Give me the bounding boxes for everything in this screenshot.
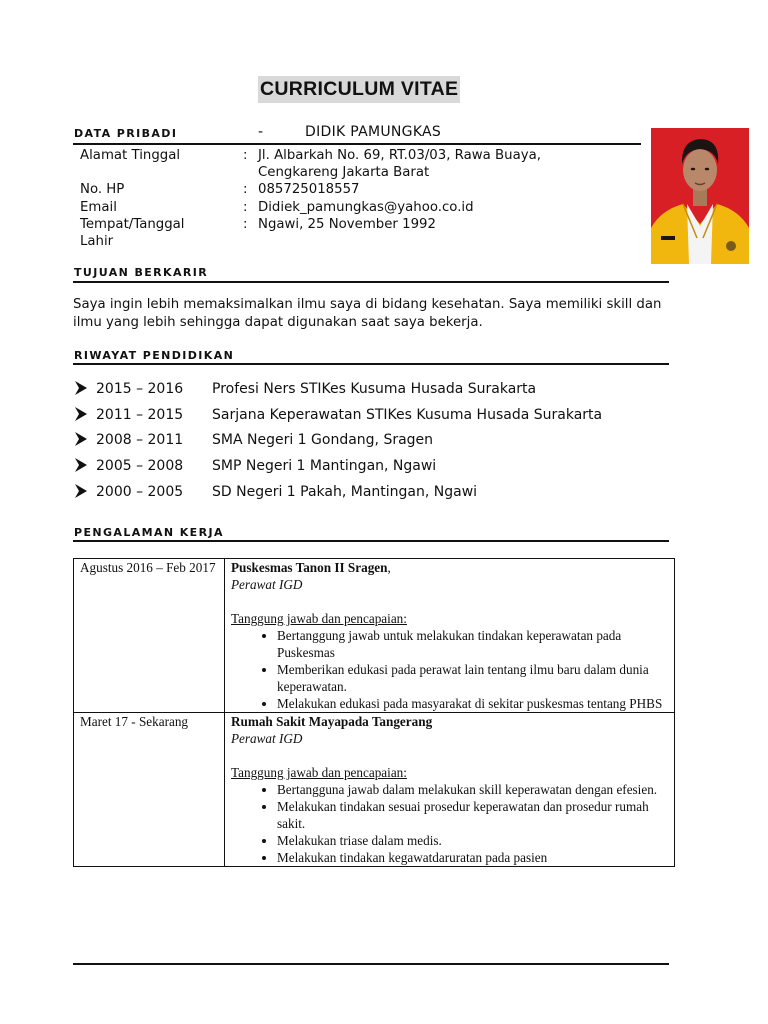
duty-list [231, 627, 668, 712]
education-years: 2015 – 2016 [96, 381, 184, 397]
table-row [74, 559, 675, 713]
list-item: • Melakukan tindakan sesuai prosedur keperawatan dan prosedur rumah sakit. [277, 798, 668, 832]
education-school: Sarjana Keperawatan STIKes Kusuma Husada Surakarta [212, 406, 603, 423]
job-organization: Rumah Sakit Mayapada Tangerang [231, 714, 433, 729]
address-label: Alamat Tinggal [80, 148, 181, 163]
education-years: 2000 – 2005 [96, 483, 184, 500]
job-details [225, 713, 675, 867]
education-years: 2005 – 2008 [96, 458, 184, 475]
work-experience-table [73, 558, 675, 867]
job-role: Perawat IGD [231, 577, 303, 592]
page-title: CURRICULUM VITAE [258, 76, 460, 103]
list-item: • Melakukan edukasi pada masyarakat di sekitar puskesmas tentang PHBS [277, 695, 668, 712]
name-dash: - [258, 124, 264, 140]
phone-label: No. HP [80, 182, 125, 197]
address-value: Jl. Albarkah No. 69, RT.03/03, Rawa Buaya, Cengkareng Jakarta Barat [258, 148, 541, 180]
job-role: Perawat IGD [231, 731, 303, 746]
email-value: Didiek_pamungkas@yahoo.co.id [258, 200, 474, 215]
duty-list [231, 781, 668, 866]
colon: : [243, 182, 248, 197]
section-divider [73, 540, 669, 542]
profile-photo [651, 128, 749, 264]
section-heading-work: PENGALAMAN KERJA [74, 526, 224, 539]
table-row [74, 713, 675, 867]
section-divider [73, 363, 669, 365]
section-heading-personal: DATA PRIBADI [74, 127, 178, 140]
objective-text: Saya ingin lebih memaksimalkan ilmu saya di bidang kesehatan. Saya memiliki skill dan ilmu yang lebih sehingga dapat digunakan saat saya bekerja. [73, 297, 662, 330]
list-item: • Memberikan edukasi pada perawat lain tentang ilmu baru dalam dunia keperawatan. [277, 661, 668, 695]
education-school: SD Negeri 1 Pakah, Mantingan, Ngawi [212, 483, 478, 500]
education-school: SMA Negeri 1 Gondang, Sragen [212, 432, 434, 449]
job-organization: Puskesmas Tanon II Sragen [231, 560, 388, 575]
list-item: • Melakukan tindakan kegawatdaruratan pada pasien [277, 849, 668, 866]
responsibility-label: Tanggung jawab dan pencapaian: [231, 611, 407, 626]
arrow-bullet-icon [74, 380, 88, 396]
arrow-bullet-icon [74, 406, 88, 422]
responsibility-label: Tanggung jawab dan pencapaian: [231, 765, 407, 780]
section-divider [73, 143, 641, 145]
education-school: Profesi Ners STIKes Kusuma Husada Surakarta [212, 381, 537, 397]
list-item: • Bertanggung jawab untuk melakukan tindakan keperawatan pada Puskesmas [277, 627, 668, 661]
person-name: DIDIK PAMUNGKAS [305, 124, 442, 140]
list-item: • Melakukan triase dalam medis. [277, 832, 668, 849]
job-details [225, 559, 675, 713]
phone-value: 085725018557 [258, 182, 360, 197]
list-item: • Bertangguna jawab dalam melakukan skill keperawatan dengan efesien. [277, 781, 668, 798]
birth-value: Ngawi, 25 November 1992 [258, 217, 436, 232]
job-period: Agustus 2016 – Feb 2017 [74, 559, 225, 713]
colon: : [243, 217, 248, 232]
job-organization-suffix: , [387, 560, 391, 575]
footer-divider [73, 963, 669, 965]
arrow-bullet-icon [74, 431, 88, 447]
colon: : [243, 200, 248, 215]
education-school: SMP Negeri 1 Mantingan, Ngawi [212, 458, 437, 475]
arrow-bullet-icon [74, 457, 88, 473]
birth-label: Tempat/Tanggal Lahir [80, 217, 185, 249]
section-heading-education: RIWAYAT PENDIDIKAN [74, 349, 235, 362]
education-years: 2011 – 2015 [96, 406, 184, 423]
section-heading-objective: TUJUAN BERKARIR [74, 266, 209, 279]
education-years: 2008 – 2011 [96, 432, 184, 449]
arrow-bullet-icon [74, 483, 88, 499]
email-label: Email [80, 200, 117, 215]
job-period: Maret 17 - Sekarang [74, 713, 225, 867]
colon: : [243, 148, 248, 163]
section-divider [73, 281, 669, 283]
